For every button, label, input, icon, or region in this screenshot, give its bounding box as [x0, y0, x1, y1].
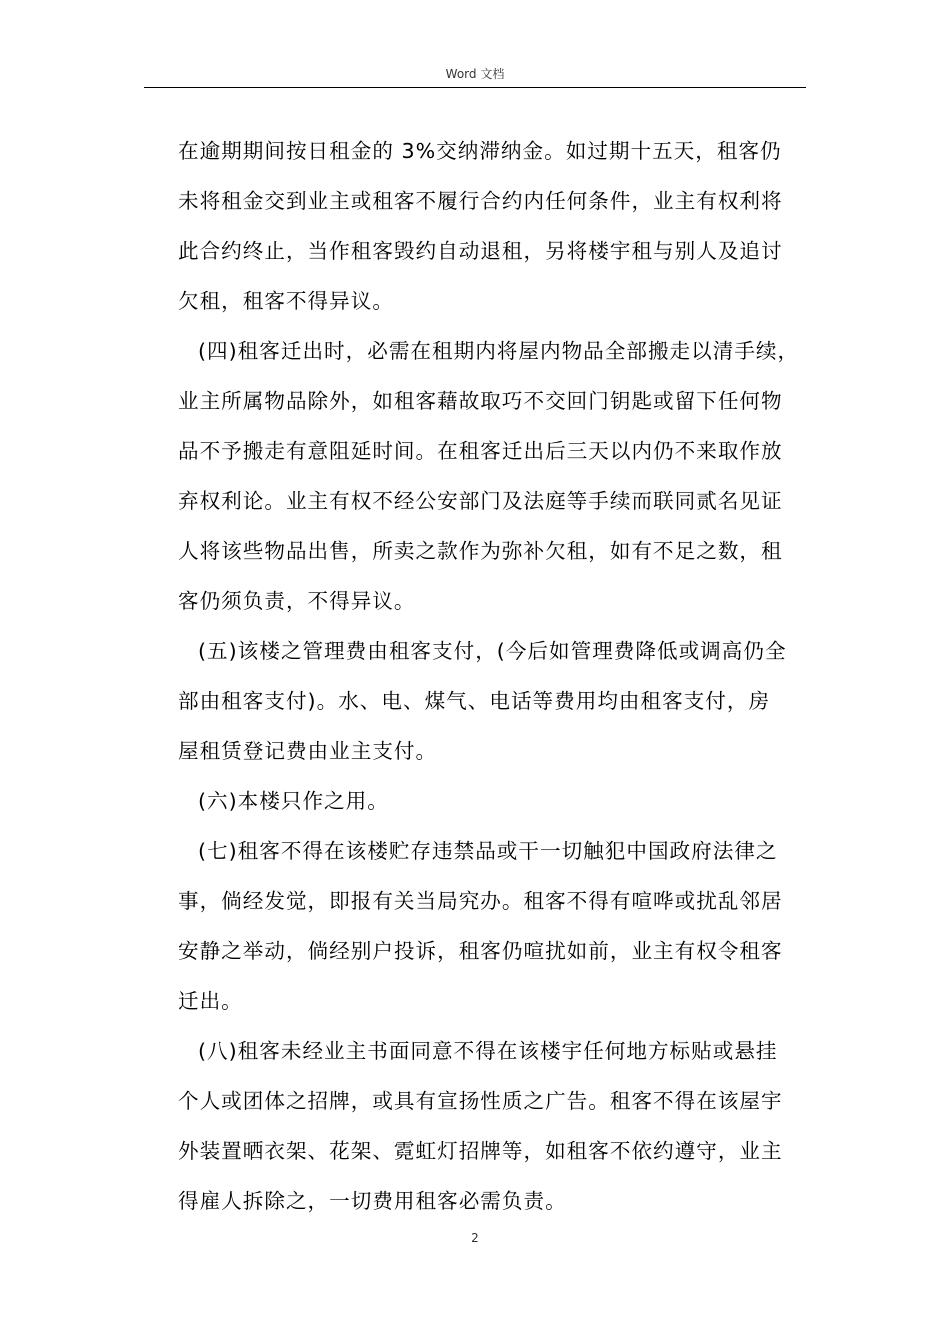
body-line: 未将租金交到业主或租客不履行合约内任何条件，业主有权利将: [178, 189, 783, 213]
body-line: 事，倘经发觉，即报有关当局究办。租客不得有喧哗或扰乱邻居: [178, 889, 783, 913]
body-line: (六)本楼只作之用。: [198, 789, 389, 813]
body-line: 客仍须负责，不得异议。: [178, 589, 416, 613]
body-line: 得雇人拆除之，一切费用租客必需负责。: [178, 1189, 567, 1213]
body-line: 在逾期期间按日租金的 3%交纳滞纳金。如过期十五天，租客仍: [178, 139, 782, 163]
body-line: (八)租客未经业主书面同意不得在该楼宇任何地方标贴或悬挂: [198, 1039, 778, 1063]
body-line: 欠租，租客不得异议。: [178, 289, 394, 313]
body-line: 部由租客支付)。水、电、煤气、电话等费用均由租客支付，房: [178, 689, 771, 713]
page-header: Word 文档: [445, 67, 505, 81]
body-line: 此合约终止，当作租客毁约自动退租，另将楼宇租与别人及追讨: [178, 239, 783, 263]
body-line: 弃权利论。业主有权不经公安部门及法庭等手续而联同贰名见证: [178, 489, 783, 513]
body-line: (五)该楼之管理费由租客支付，(今后如管理费降低或调高仍全: [198, 639, 787, 663]
body-line: 品不予搬走有意阻延时间。在租客迁出后三天以内仍不来取作放: [178, 439, 783, 463]
body-line: 业主所属物品除外，如租客藉故取巧不交回门钥匙或留下任何物: [178, 389, 783, 413]
body-line: (七)租客不得在该楼贮存违禁品或干一切触犯中国政府法律之: [198, 839, 778, 863]
body-line: 个人或团体之招牌，或具有宣扬性质之广告。租客不得在该屋宇: [178, 1089, 783, 1113]
header-divider: [144, 87, 806, 88]
body-line: 人将该些物品出售，所卖之款作为弥补欠租，如有不足之数，租: [178, 539, 783, 563]
body-line: 安静之举动，倘经别户投诉，租客仍喧扰如前，业主有权令租客: [178, 939, 783, 963]
body-line: 迁出。: [178, 989, 243, 1013]
page-number: 2: [471, 1231, 479, 1245]
document-body: [178, 126, 806, 1226]
body-line: (四)租客迁出时，必需在租期内将屋内物品全部搬走以清手续，: [198, 339, 800, 363]
body-line: 屋租赁登记费由业主支付。: [178, 739, 438, 763]
body-line: 外装置晒衣架、花架、霓虹灯招牌等，如租客不依约遵守，业主: [178, 1139, 783, 1163]
